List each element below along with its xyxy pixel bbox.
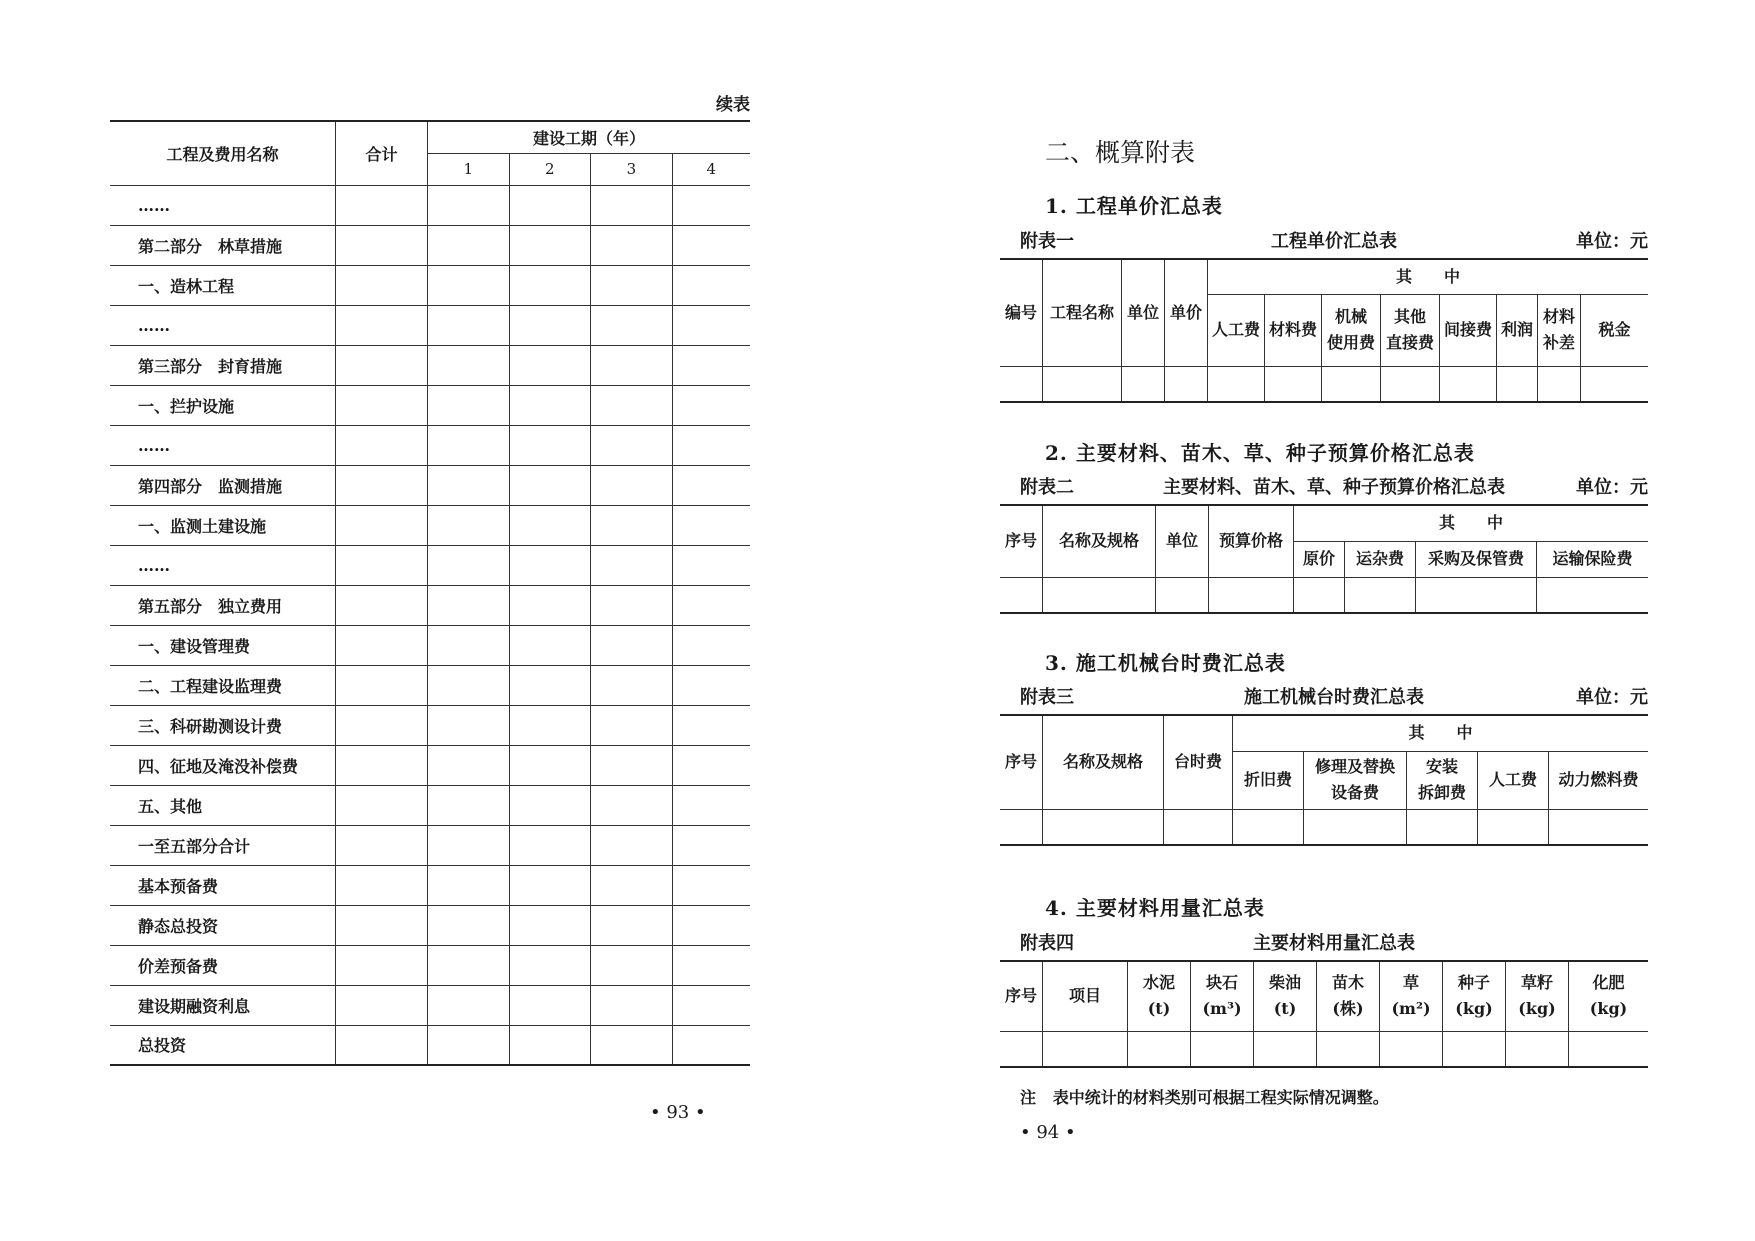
- empty-cell: [428, 665, 510, 705]
- empty-cell: [1165, 366, 1208, 402]
- col-header: 序号: [1000, 505, 1043, 577]
- col-header: 名称及规格: [1043, 505, 1156, 577]
- row-label: 四、征地及淹没补偿费: [110, 745, 336, 785]
- empty-cell: [428, 465, 510, 505]
- empty-cell: [336, 825, 428, 865]
- row-label: 第二部分 林草措施: [110, 225, 336, 265]
- empty-cell: [428, 225, 510, 265]
- empty-cell: [428, 585, 510, 625]
- empty-cell: [672, 705, 750, 745]
- col-header: 单价: [1165, 259, 1208, 366]
- empty-cell: [336, 905, 428, 945]
- row-label: 三、科研勘测设计费: [110, 705, 336, 745]
- empty-cell: [1304, 809, 1407, 845]
- empty-cell: [672, 505, 750, 545]
- investment-table: [110, 120, 750, 1066]
- empty-cell: [509, 1025, 591, 1065]
- empty-cell: [591, 865, 673, 905]
- empty-cell: [591, 505, 673, 545]
- empty-cell: [672, 305, 750, 345]
- empty-cell: [509, 345, 591, 385]
- col-header-material: [1506, 961, 1569, 1031]
- sub-col-header: 机械 使用费: [1322, 294, 1381, 366]
- empty-cell: [1000, 577, 1043, 613]
- empty-cell: [1581, 366, 1649, 402]
- empty-cell: [509, 705, 591, 745]
- material-unit: (kg): [1518, 999, 1556, 1019]
- empty-cell: [509, 425, 591, 465]
- empty-cell: [336, 585, 428, 625]
- row-label: 一、监测土建设施: [110, 505, 336, 545]
- row-label: 第五部分 独立费用: [110, 585, 336, 625]
- empty-cell: [1156, 577, 1209, 613]
- table-row: [110, 385, 750, 425]
- empty-cell: [1294, 577, 1345, 613]
- empty-cell: [336, 345, 428, 385]
- col-header: 单位: [1156, 505, 1209, 577]
- empty-cell: [336, 705, 428, 745]
- material-unit: (m³): [1202, 999, 1242, 1019]
- row-label: 一、拦护设施: [110, 385, 336, 425]
- col-group-header: 其 中: [1208, 259, 1649, 294]
- table-row: [110, 625, 750, 665]
- page-number: • 93 •: [650, 1102, 706, 1123]
- sub-col-header: 修理及替换 设备费: [1304, 751, 1407, 809]
- table-row: [110, 425, 750, 465]
- empty-cell: [672, 545, 750, 585]
- material-name: 草: [1402, 973, 1419, 993]
- empty-cell: [591, 225, 673, 265]
- empty-cell: [591, 985, 673, 1025]
- row-label: 总投资: [110, 1025, 336, 1065]
- empty-cell: [672, 225, 750, 265]
- material-name: 柴油: [1268, 973, 1301, 993]
- sub-col-header: 间接费: [1440, 294, 1497, 366]
- empty-cell: [336, 425, 428, 465]
- table-row: [110, 185, 750, 225]
- sub-col-header: 运杂费: [1345, 541, 1416, 577]
- empty-cell: [591, 265, 673, 305]
- material-name: 块石: [1205, 973, 1238, 993]
- row-label: 一至五部分合计: [110, 825, 336, 865]
- empty-cell: [509, 745, 591, 785]
- empty-cell: [509, 545, 591, 585]
- empty-cell: [428, 425, 510, 465]
- empty-cell: [672, 465, 750, 505]
- table3-caption-unit: 单位：元: [1576, 687, 1648, 708]
- empty-cell: [509, 185, 591, 225]
- table1-subtitle: 1. 工程单价汇总表: [1045, 194, 1223, 218]
- empty-cell: [1549, 809, 1649, 845]
- col-header: 编号: [1000, 259, 1043, 366]
- col-header-material: [1254, 961, 1317, 1031]
- row-label: ……: [110, 425, 336, 465]
- table2-caption: [1020, 473, 1648, 501]
- row-label: ……: [110, 305, 336, 345]
- table-row: [110, 785, 750, 825]
- empty-cell: [428, 1025, 510, 1065]
- table2-caption-label: 附表二: [1020, 477, 1074, 498]
- row-label: 价差预备费: [110, 945, 336, 985]
- empty-cell: [591, 825, 673, 865]
- empty-cell: [509, 905, 591, 945]
- material-name: 种子: [1457, 973, 1490, 993]
- col-header: 单位: [1122, 259, 1165, 366]
- empty-cell: [1254, 1031, 1317, 1067]
- col-header-material: [1128, 961, 1191, 1031]
- machine-hour-table: [1000, 714, 1648, 846]
- empty-cell: [591, 705, 673, 745]
- empty-cell: [428, 185, 510, 225]
- empty-cell: [672, 265, 750, 305]
- empty-cell: [509, 505, 591, 545]
- sub-col-header: 其他 直接费: [1381, 294, 1440, 366]
- empty-cell: [1506, 1031, 1569, 1067]
- empty-cell: [1122, 366, 1165, 402]
- empty-cell: [428, 625, 510, 665]
- empty-cell: [1440, 366, 1497, 402]
- material-unit: (kg): [1455, 999, 1493, 1019]
- page-number: • 94 •: [1020, 1122, 1076, 1143]
- empty-cell: [336, 665, 428, 705]
- table-row: [110, 585, 750, 625]
- table2-caption-title: 主要材料、苗木、草、种子预算价格汇总表: [1163, 477, 1505, 498]
- row-label: 二、工程建设监理费: [110, 665, 336, 705]
- col-group-header: 其 中: [1233, 715, 1649, 751]
- col-header: 序号: [1000, 961, 1043, 1031]
- empty-cell: [428, 305, 510, 345]
- section-title: 二、概算附表: [1045, 138, 1196, 167]
- empty-cell: [1381, 366, 1440, 402]
- col-header: 项目: [1043, 961, 1128, 1031]
- empty-cell: [428, 785, 510, 825]
- row-label: 一、造林工程: [110, 265, 336, 305]
- col-header-material: [1317, 961, 1380, 1031]
- material-name: 水泥: [1142, 973, 1175, 993]
- empty-cell: [509, 865, 591, 905]
- empty-cell: [336, 945, 428, 985]
- table-row: [110, 545, 750, 585]
- empty-cell: [591, 545, 673, 585]
- empty-cell: [509, 785, 591, 825]
- table4-caption-label: 附表四: [1020, 933, 1074, 954]
- empty-cell: [591, 385, 673, 425]
- table-row: [110, 265, 750, 305]
- col-header-material: [1191, 961, 1254, 1031]
- empty-cell: [672, 385, 750, 425]
- empty-cell: [509, 385, 591, 425]
- header-year: 4: [672, 153, 750, 185]
- empty-cell: [428, 505, 510, 545]
- table3-caption-title: 施工机械台时费汇总表: [1244, 687, 1424, 708]
- table-body: [110, 185, 750, 1065]
- empty-cell: [1443, 1031, 1506, 1067]
- material-name: 草籽: [1520, 973, 1553, 993]
- material-price-table: [1000, 504, 1648, 614]
- row-label: 第三部分 封育措施: [110, 345, 336, 385]
- table-row: [110, 465, 750, 505]
- row-label: 第四部分 监测措施: [110, 465, 336, 505]
- sub-col-header: 安装 拆卸费: [1407, 751, 1478, 809]
- empty-cell: [1497, 366, 1538, 402]
- sub-col-header: 采购及保管费: [1416, 541, 1537, 577]
- note-label: 注: [1020, 1088, 1037, 1107]
- empty-cell: [672, 625, 750, 665]
- material-unit: (株): [1332, 999, 1364, 1019]
- empty-cell: [591, 305, 673, 345]
- empty-cell: [1000, 809, 1043, 845]
- table4-subtitle: 4. 主要材料用量汇总表: [1045, 896, 1265, 920]
- table-row: [110, 865, 750, 905]
- empty-cell: [509, 265, 591, 305]
- empty-cell: [336, 505, 428, 545]
- empty-cell: [509, 665, 591, 705]
- table1-caption-label: 附表一: [1020, 231, 1074, 252]
- empty-cell: [591, 345, 673, 385]
- col-header: 台时费: [1164, 715, 1233, 809]
- header-name-col: 工程及费用名称: [110, 121, 336, 185]
- empty-cell: [1043, 809, 1164, 845]
- empty-cell: [672, 745, 750, 785]
- empty-cell: [672, 585, 750, 625]
- empty-cell: [1000, 366, 1043, 402]
- empty-cell: [336, 625, 428, 665]
- empty-cell: [1208, 366, 1265, 402]
- table1-caption-title: 工程单价汇总表: [1271, 231, 1397, 252]
- table-row: [110, 985, 750, 1025]
- material-unit: (t): [1147, 999, 1171, 1019]
- table3-subtitle: 3. 施工机械台时费汇总表: [1045, 651, 1286, 675]
- empty-cell: [336, 465, 428, 505]
- sub-col-header: 人工费: [1208, 294, 1265, 366]
- empty-cell: [336, 385, 428, 425]
- sub-col-header: 原价: [1294, 541, 1345, 577]
- empty-cell: [1322, 366, 1381, 402]
- empty-cell: [591, 185, 673, 225]
- table2-subtitle: 2. 主要材料、苗木、草、种子预算价格汇总表: [1045, 441, 1475, 465]
- material-unit: (t): [1273, 999, 1297, 1019]
- empty-cell: [509, 305, 591, 345]
- empty-cell: [1265, 366, 1322, 402]
- empty-cell: [1317, 1031, 1380, 1067]
- empty-cell: [428, 385, 510, 425]
- empty-cell: [672, 425, 750, 465]
- empty-cell: [672, 865, 750, 905]
- empty-cell: [672, 185, 750, 225]
- table-row: [110, 705, 750, 745]
- empty-cell: [509, 625, 591, 665]
- empty-cell: [1478, 809, 1549, 845]
- sub-col-header: 运输保险费: [1537, 541, 1649, 577]
- empty-cell: [428, 945, 510, 985]
- empty-cell: [509, 985, 591, 1025]
- table-row: [110, 225, 750, 265]
- empty-cell: [1538, 366, 1581, 402]
- note-text: 表中统计的材料类别可根据工程实际情况调整。: [1052, 1088, 1389, 1107]
- row-label: ……: [110, 185, 336, 225]
- empty-cell: [428, 825, 510, 865]
- sub-col-header: 折旧费: [1233, 751, 1304, 809]
- empty-cell: [336, 185, 428, 225]
- empty-cell: [336, 1025, 428, 1065]
- table-row: [110, 825, 750, 865]
- empty-cell: [336, 305, 428, 345]
- table3-caption-label: 附表三: [1020, 687, 1074, 708]
- header-total-col: 合计: [336, 121, 428, 185]
- header-year: 3: [591, 153, 673, 185]
- sub-col-header: 税金: [1581, 294, 1649, 366]
- table-row: [110, 665, 750, 705]
- empty-cell: [1416, 577, 1537, 613]
- table-row: [110, 505, 750, 545]
- row-label: 静态总投资: [110, 905, 336, 945]
- empty-cell: [672, 945, 750, 985]
- table-row: [110, 305, 750, 345]
- sub-col-header: 利润: [1497, 294, 1538, 366]
- table-row: [110, 1025, 750, 1065]
- empty-cell: [1209, 577, 1294, 613]
- col-header: 名称及规格: [1043, 715, 1164, 809]
- col-group-header: 其 中: [1294, 505, 1649, 541]
- header-period-group: 建设工期（年）: [428, 121, 751, 153]
- row-label: 五、其他: [110, 785, 336, 825]
- col-header-material: [1569, 961, 1649, 1031]
- sub-col-header: 材料费: [1265, 294, 1322, 366]
- empty-cell: [428, 705, 510, 745]
- empty-cell: [1407, 809, 1478, 845]
- empty-cell: [1043, 1031, 1128, 1067]
- empty-cell: [428, 905, 510, 945]
- empty-cell: [1537, 577, 1649, 613]
- header-year: 1: [428, 153, 510, 185]
- unit-price-table: [1000, 258, 1648, 403]
- col-header: 序号: [1000, 715, 1043, 809]
- sub-col-header: 人工费: [1478, 751, 1549, 809]
- empty-cell: [336, 745, 428, 785]
- row-label: 建设期融资利息: [110, 985, 336, 1025]
- empty-cell: [428, 745, 510, 785]
- empty-cell: [428, 345, 510, 385]
- empty-cell: [591, 425, 673, 465]
- empty-cell: [672, 905, 750, 945]
- empty-cell: [591, 905, 673, 945]
- col-header: 工程名称: [1043, 259, 1122, 366]
- empty-cell: [591, 665, 673, 705]
- empty-cell: [672, 785, 750, 825]
- header-year: 2: [509, 153, 591, 185]
- empty-cell: [1000, 1031, 1043, 1067]
- empty-cell: [509, 585, 591, 625]
- empty-cell: [591, 745, 673, 785]
- empty-cell: [428, 865, 510, 905]
- empty-cell: [591, 785, 673, 825]
- empty-cell: [1164, 809, 1233, 845]
- col-header-material: [1380, 961, 1443, 1031]
- material-usage-table: [1000, 960, 1648, 1068]
- material-name: 化肥: [1592, 973, 1625, 993]
- material-unit: (m²): [1391, 999, 1431, 1019]
- empty-cell: [428, 545, 510, 585]
- empty-cell: [428, 265, 510, 305]
- empty-cell: [428, 985, 510, 1025]
- sub-col-header: 动力燃料费: [1549, 751, 1649, 809]
- table-row: [110, 345, 750, 385]
- empty-cell: [336, 985, 428, 1025]
- empty-cell: [591, 465, 673, 505]
- empty-cell: [591, 585, 673, 625]
- empty-cell: [591, 1025, 673, 1065]
- empty-cell: [672, 825, 750, 865]
- empty-cell: [1233, 809, 1304, 845]
- empty-cell: [672, 1025, 750, 1065]
- empty-cell: [1043, 366, 1122, 402]
- empty-cell: [336, 265, 428, 305]
- empty-cell: [591, 625, 673, 665]
- empty-cell: [509, 945, 591, 985]
- table2-caption-unit: 单位：元: [1576, 477, 1648, 498]
- col-header-material: [1443, 961, 1506, 1031]
- empty-cell: [672, 985, 750, 1025]
- row-label: ……: [110, 545, 336, 585]
- empty-cell: [1380, 1031, 1443, 1067]
- empty-cell: [509, 825, 591, 865]
- row-label: 基本预备费: [110, 865, 336, 905]
- empty-cell: [509, 225, 591, 265]
- table-note: [1020, 1085, 1389, 1108]
- empty-cell: [509, 465, 591, 505]
- material-name: 苗木: [1331, 973, 1364, 993]
- table1-caption-unit: 单位：元: [1576, 231, 1648, 252]
- empty-cell: [1191, 1031, 1254, 1067]
- empty-cell: [336, 545, 428, 585]
- empty-cell: [1128, 1031, 1191, 1067]
- table-row: [110, 945, 750, 985]
- table-row: [110, 905, 750, 945]
- table4-caption: [1020, 929, 1648, 957]
- table4-caption-title: 主要材料用量汇总表: [1253, 933, 1415, 954]
- empty-cell: [1345, 577, 1416, 613]
- empty-cell: [672, 345, 750, 385]
- empty-cell: [336, 225, 428, 265]
- sub-col-header: 材料 补差: [1538, 294, 1581, 366]
- table3-caption: [1020, 683, 1648, 711]
- empty-cell: [1043, 577, 1156, 613]
- continued-label: 续表: [716, 95, 750, 115]
- empty-cell: [336, 865, 428, 905]
- empty-cell: [336, 785, 428, 825]
- row-label: 一、建设管理费: [110, 625, 336, 665]
- material-unit: (kg): [1589, 999, 1628, 1019]
- empty-cell: [591, 945, 673, 985]
- empty-cell: [1569, 1031, 1649, 1067]
- table-row: [110, 745, 750, 785]
- col-header: 预算价格: [1209, 505, 1294, 577]
- empty-cell: [672, 665, 750, 705]
- table1-caption: [1020, 227, 1648, 255]
